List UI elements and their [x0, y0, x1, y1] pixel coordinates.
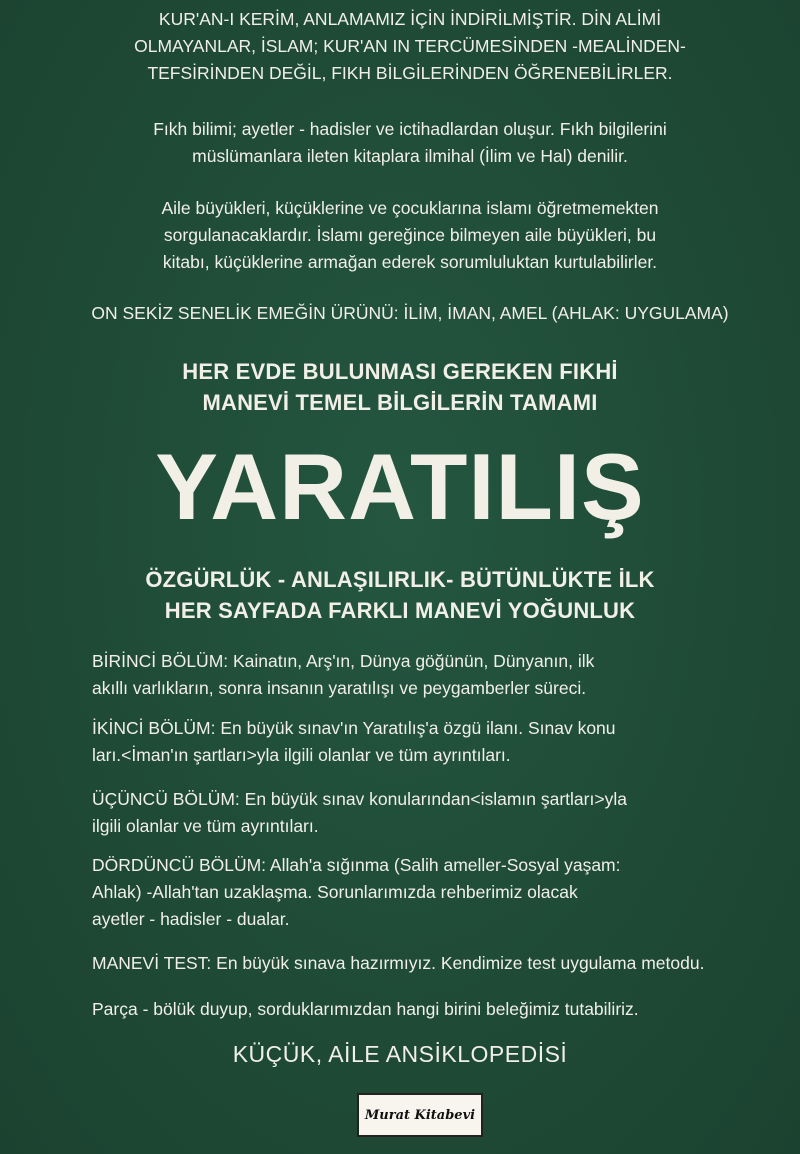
book-title: YARATILIŞ	[155, 434, 645, 539]
text-line: BİRİNCİ BÖLÜM: Kainatın, Arş'ın, Dünya göğünün, Dünyanın, ilk	[92, 651, 595, 671]
section-closing	[92, 996, 770, 1023]
footer-subtitle: KÜÇÜK, AİLE ANSİKLOPEDİSİ	[232, 1041, 568, 1067]
text-line: OLMAYANLAR, İSLAM; KUR'AN IN TERCÜMESİNDEN -MEALİNDEN-	[134, 36, 686, 56]
text-line: Fıkh bilimi; ayetler - hadisler ve ictihadlardan oluşur. Fıkh bilgilerini	[153, 119, 667, 139]
publisher-name: Murat Kitabevi	[364, 1107, 476, 1123]
intro-paragraph-4	[60, 300, 760, 327]
text-line: ları.<İman'ın şartları>yla ilgili olanlar ve tüm ayrıntıları.	[92, 745, 511, 765]
text-line: akıllı varlıkların, sonra insanın yaratılışı ve peygamberler süreci.	[92, 678, 587, 698]
intro-paragraph-1	[60, 6, 760, 87]
section-first	[92, 648, 770, 702]
text-line: KUR'AN-I KERİM, ANLAMAMIZ İÇİN İNDİRİLMİŞTİR. DİN ALİMİ	[158, 9, 662, 29]
section-second	[92, 715, 770, 769]
text-line: ÜÇÜNCÜ BÖLÜM: En büyük sınav konularından<islamın şartları>yla	[92, 789, 627, 809]
text-line: kitabı, küçüklerine armağan ederek sorumluluktan kurtulabilirler.	[162, 252, 658, 272]
section-fourth	[92, 852, 770, 933]
subheading-line: ÖZGÜRLÜK - ANLAŞILIRLIK- BÜTÜNLÜKTE İLK	[145, 567, 655, 592]
text-line: sorgulanacaklardır. İslamı gereğince bilmeyen aile büyükleri, bu	[163, 225, 657, 245]
text-line: İKİNCİ BÖLÜM: En büyük sınav'ın Yaratılış'a özgü ilanı. Sınav konu	[92, 718, 616, 738]
subheading-2	[0, 564, 800, 626]
text-line: DÖRDÜNCÜ BÖLÜM: Allah'a sığınma (Salih ameller-Sosyal yaşam:	[92, 855, 621, 875]
intro-paragraph-3	[60, 195, 760, 276]
intro-paragraph-2	[60, 116, 760, 170]
subheading-line: HER SAYFADA FARKLI MANEVİ YOĞUNLUK	[164, 598, 636, 623]
subheading-line: MANEVİ TEMEL BİLGİLERİN TAMAMI	[202, 390, 598, 415]
subheading-1	[0, 356, 800, 418]
text-line: müslümanlara ileten kitaplara ilmihal (İlim ve Hal) denilir.	[192, 146, 628, 166]
section-test	[92, 950, 770, 977]
text-line: TEFSİRİNDEN DEĞİL, FIKH BİLGİLERİNDEN ÖĞRENEBİLİRLER.	[147, 63, 673, 83]
text-line: Aile büyükleri, küçüklerine ve çocuklarına islamı öğretmemekten	[161, 198, 659, 218]
subheading-line: HER EVDE BULUNMASI GEREKEN FIKHİ	[182, 359, 618, 384]
text-line: Parça - bölük duyup, sorduklarımızdan hangi birini beleğimiz tutabiliriz.	[92, 999, 639, 1019]
publisher-logo	[357, 1093, 483, 1137]
text-line: MANEVİ TEST: En büyük sınava hazırmıyız. Kendimize test uygulama metodu.	[92, 953, 705, 973]
text-line: ayetler - hadisler - dualar.	[92, 909, 290, 929]
text-line: ilgili olanlar ve tüm ayrıntıları.	[92, 816, 319, 836]
text-line: ON SEKİZ SENELİK EMEĞİN ÜRÜNÜ: İLİM, İMAN, AMEL (AHLAK: UYGULAMA)	[91, 303, 729, 323]
section-third	[92, 786, 770, 840]
text-line: Ahlak) -Allah'tan uzaklaşma. Sorunlarımızda rehberimiz olacak	[92, 882, 578, 902]
